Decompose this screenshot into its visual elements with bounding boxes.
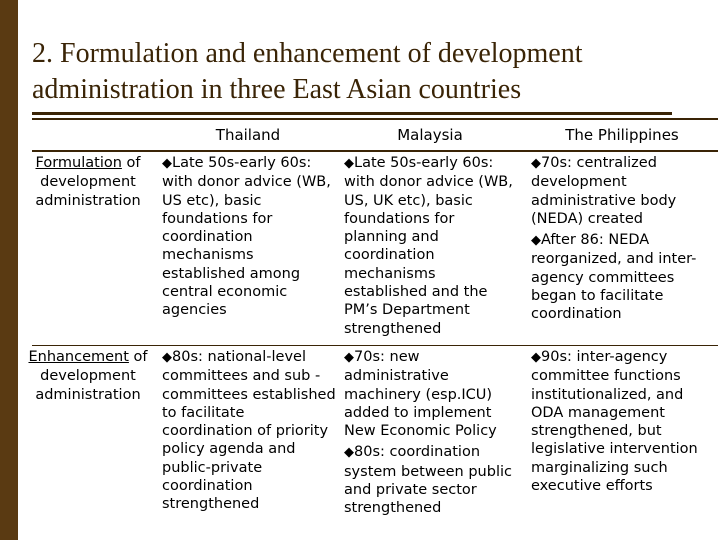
cell-enhancement-philippines <box>531 348 707 495</box>
header-thailand: Thailand <box>215 126 281 144</box>
slide-sidebar-bar <box>0 0 18 540</box>
slide-title: 2. Formulation and enhancement of development administration in three East Asian countries <box>32 38 583 105</box>
cell-enhancement-malaysia <box>344 348 520 518</box>
diamond-bullet-icon: ◆ <box>162 350 172 365</box>
diamond-bullet-icon: ◆ <box>344 156 354 171</box>
diamond-bullet-icon: ◆ <box>531 233 541 249</box>
cell-paragraph: ◆70s: new administrative machinery (esp.ICU) added to implement New Economic Policy <box>344 349 497 440</box>
cell-paragraph: ◆Late 50s-early 60s: with donor advice (WB, US, UK etc), basic foundations for planning and coordination mechanisms established and the PM’s Department strengthened <box>344 155 513 337</box>
cell-paragraph: ◆80s: national-level committees and sub -committees established to facilitate coordination of priority policy agenda and public-private coordination strengthened <box>162 349 336 513</box>
row-label-keyword: Enhancement <box>28 349 129 365</box>
row-divider <box>32 345 718 346</box>
cell-formulation-philippines <box>531 154 707 324</box>
row-label-keyword: Formulation <box>35 155 122 171</box>
diamond-bullet-icon: ◆ <box>531 156 541 171</box>
header-malaysia: Malaysia <box>397 126 463 144</box>
cell-paragraph: ◆Late 50s-early 60s: with donor advice (WB, US etc), basic foundations for coordination mechanisms established among central economic agencies <box>162 155 331 319</box>
cell-paragraph: ◆90s: inter-agency committee functions institutionalized, and ODA management strengthened, but legislative intervention marginalizing such executive efforts <box>531 349 698 495</box>
cell-paragraph: ◆70s: centralized development administrative body (NEDA) created <box>531 155 677 227</box>
cell-formulation-malaysia <box>344 154 520 338</box>
header-philippines: The Philippines <box>565 126 679 144</box>
cell-formulation-thailand <box>162 154 338 320</box>
title-underline <box>32 112 672 115</box>
diamond-bullet-icon: ◆ <box>531 350 541 365</box>
diamond-bullet-icon: ◆ <box>344 445 354 461</box>
cell-paragraph: ◆80s: coordination system between public and private sector strengthened <box>344 444 512 517</box>
row-label-formulation <box>24 154 152 211</box>
header-rule <box>32 150 718 152</box>
row-label-enhancement <box>24 348 152 405</box>
diamond-bullet-icon: ◆ <box>344 350 354 365</box>
cell-paragraph: ◆After 86: NEDA reorganized, and inter-agency committees began to facilitate coordination <box>531 232 697 323</box>
table-top-rule <box>32 118 718 120</box>
row-label-rest: of development administration <box>35 349 148 403</box>
cell-enhancement-thailand <box>162 348 338 514</box>
row-label-rest: of development administration <box>35 155 141 209</box>
diamond-bullet-icon: ◆ <box>162 156 172 171</box>
